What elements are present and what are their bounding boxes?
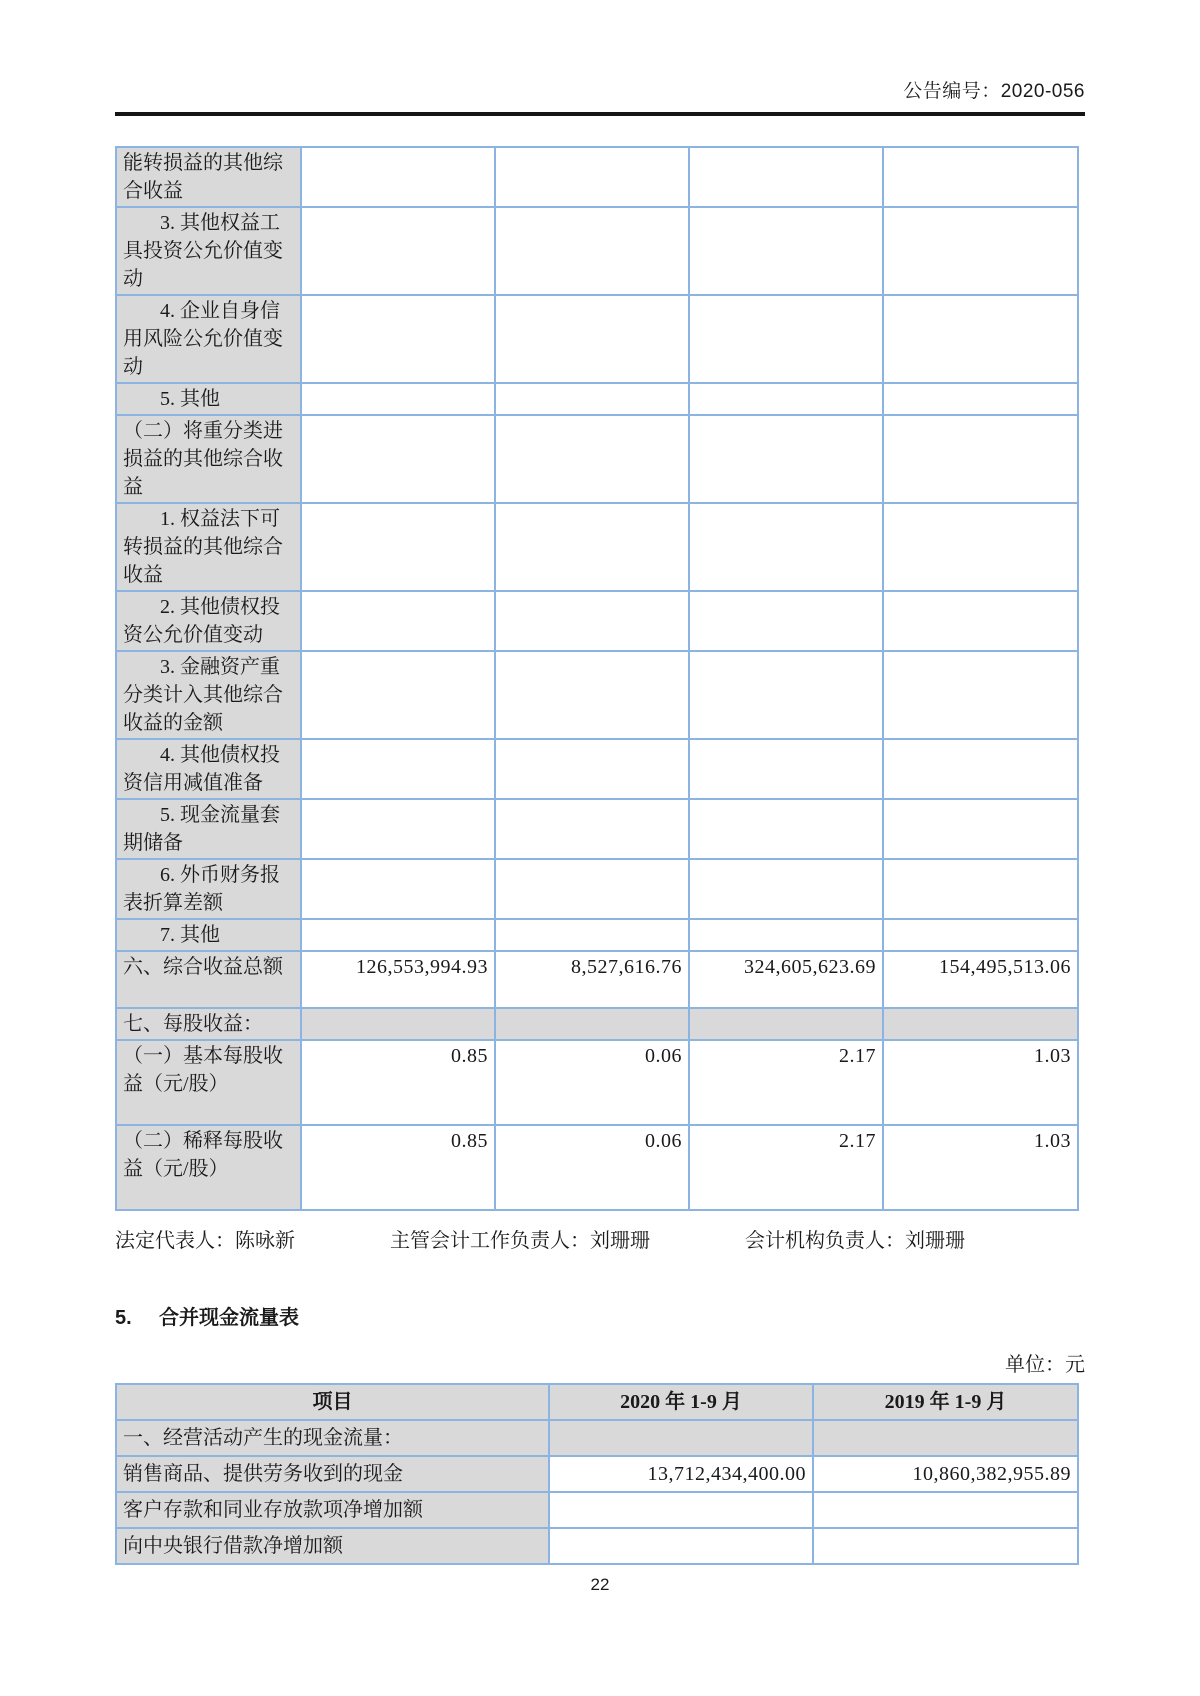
value-cell: [495, 147, 689, 207]
value-cell: [495, 591, 689, 651]
row-label-cell: 能转损益的其他综合收益: [116, 147, 301, 207]
value-cell: [689, 147, 883, 207]
row-label-cell: 5. 其他: [116, 383, 301, 415]
value-cell: [883, 147, 1078, 207]
value-cell: [301, 739, 495, 799]
value-cell: [883, 383, 1078, 415]
row-label-cell: 7. 其他: [116, 919, 301, 951]
value-cell: [549, 1528, 813, 1564]
unit-label: 单位：元: [1005, 1354, 1085, 1376]
value-cell: [495, 651, 689, 739]
value-cell: 8,527,616.76: [495, 951, 689, 1008]
comprehensive-income-table: [115, 146, 1079, 1211]
value-cell: [301, 1008, 495, 1040]
value-cell: [689, 207, 883, 295]
value-cell: [883, 919, 1078, 951]
page-number: 22: [590, 1575, 610, 1594]
value-cell: 126,553,994.93: [301, 951, 495, 1008]
value-cell: [301, 207, 495, 295]
value-cell: [495, 503, 689, 591]
value-cell: [813, 1420, 1078, 1456]
value-cell: [495, 859, 689, 919]
value-cell: [301, 383, 495, 415]
table-row: [116, 591, 1078, 651]
table-row: [116, 1456, 1078, 1492]
column-header: 项目: [116, 1384, 549, 1420]
row-label-cell: 一、经营活动产生的现金流量：: [116, 1420, 549, 1456]
value-cell: 1.03: [883, 1040, 1078, 1125]
accounting-department-head: 会计机构负责人：刘珊珊: [745, 1230, 965, 1252]
table-row: [116, 799, 1078, 859]
row-label-cell: 3. 其他权益工具投资公允价值变动: [116, 207, 301, 295]
table-row: [116, 503, 1078, 591]
value-cell: 154,495,513.06: [883, 951, 1078, 1008]
row-label-cell: 销售商品、提供劳务收到的现金: [116, 1456, 549, 1492]
table-row: [116, 919, 1078, 951]
value-cell: [301, 147, 495, 207]
table-row: [116, 1492, 1078, 1528]
row-label-cell: 4. 企业自身信用风险公允价值变动: [116, 295, 301, 383]
table-row: [116, 207, 1078, 295]
value-cell: [883, 739, 1078, 799]
value-cell: [495, 739, 689, 799]
value-cell: 2.17: [689, 1040, 883, 1125]
row-label-cell: 4. 其他债权投资信用减值准备: [116, 739, 301, 799]
value-cell: [495, 207, 689, 295]
value-cell: [549, 1492, 813, 1528]
cashflow-table: [115, 1383, 1079, 1565]
value-cell: 0.85: [301, 1125, 495, 1210]
value-cell: [689, 591, 883, 651]
value-cell: [883, 1008, 1078, 1040]
value-cell: [689, 295, 883, 383]
cashflow-table-body: [116, 1420, 1078, 1564]
table-row: [116, 1040, 1078, 1125]
value-cell: [495, 799, 689, 859]
table-row: [116, 859, 1078, 919]
value-cell: [689, 651, 883, 739]
value-cell: [883, 799, 1078, 859]
legal-representative: 法定代表人：陈咏新: [115, 1230, 295, 1252]
value-cell: 1.03: [883, 1125, 1078, 1210]
section-title: 合并现金流量表: [159, 1307, 299, 1329]
table-row: [116, 1528, 1078, 1564]
chief-accounting-officer: 主管会计工作负责人：刘珊珊: [390, 1230, 650, 1252]
value-cell: [301, 919, 495, 951]
row-label-cell: 5. 现金流量套期储备: [116, 799, 301, 859]
row-label-cell: 1. 权益法下可转损益的其他综合收益: [116, 503, 301, 591]
value-cell: 0.06: [495, 1125, 689, 1210]
value-cell: 0.06: [495, 1040, 689, 1125]
value-cell: [883, 859, 1078, 919]
row-label-cell: （二）稀释每股收益（元/股）: [116, 1125, 301, 1210]
row-label-cell: 向中央银行借款净增加额: [116, 1528, 549, 1564]
signature-line: [115, 1224, 1085, 1253]
row-label-cell: 六、综合收益总额: [116, 951, 301, 1008]
value-cell: 0.85: [301, 1040, 495, 1125]
table-row: [116, 415, 1078, 503]
value-cell: [495, 415, 689, 503]
value-cell: [301, 651, 495, 739]
column-header: 2019 年 1-9 月: [813, 1384, 1078, 1420]
value-cell: [301, 859, 495, 919]
value-cell: [689, 799, 883, 859]
value-cell: [883, 207, 1078, 295]
value-cell: [549, 1420, 813, 1456]
table-row: [116, 739, 1078, 799]
row-label-cell: 6. 外币财务报表折算差额: [116, 859, 301, 919]
table-row: [116, 951, 1078, 1008]
column-header: 2020 年 1-9 月: [549, 1384, 813, 1420]
row-label-cell: 七、每股收益：: [116, 1008, 301, 1040]
value-cell: [301, 591, 495, 651]
value-cell: [813, 1528, 1078, 1564]
value-cell: [689, 383, 883, 415]
row-label-cell: 2. 其他债权投资公允价值变动: [116, 591, 301, 651]
table-row: [116, 147, 1078, 207]
value-cell: [301, 295, 495, 383]
value-cell: 2.17: [689, 1125, 883, 1210]
table-row: [116, 295, 1078, 383]
value-cell: [813, 1492, 1078, 1528]
table-row: [116, 383, 1078, 415]
value-cell: [495, 1008, 689, 1040]
value-cell: [883, 295, 1078, 383]
value-cell: [495, 383, 689, 415]
value-cell: [495, 919, 689, 951]
value-cell: 324,605,623.69: [689, 951, 883, 1008]
value-cell: [495, 295, 689, 383]
announcement-number: 公告编号：2020-056: [903, 81, 1085, 102]
row-label-cell: （二）将重分类进损益的其他综合收益: [116, 415, 301, 503]
value-cell: [689, 919, 883, 951]
table-row: [116, 1008, 1078, 1040]
table-row: [116, 1125, 1078, 1210]
value-cell: [689, 739, 883, 799]
value-cell: [883, 415, 1078, 503]
value-cell: [301, 415, 495, 503]
section-number: 5.: [115, 1307, 132, 1329]
value-cell: [689, 503, 883, 591]
value-cell: [301, 799, 495, 859]
table-header-row: [116, 1384, 1078, 1420]
comprehensive-income-table-body: [116, 147, 1078, 1210]
section-heading: [115, 1301, 1085, 1330]
value-cell: 13,712,434,400.00: [549, 1456, 813, 1492]
row-label-cell: 客户存款和同业存放款项净增加额: [116, 1492, 549, 1528]
header-rule: [115, 112, 1085, 116]
value-cell: [689, 415, 883, 503]
row-label-cell: （一）基本每股收益（元/股）: [116, 1040, 301, 1125]
value-cell: [301, 503, 495, 591]
value-cell: [689, 859, 883, 919]
row-label-cell: 3. 金融资产重分类计入其他综合收益的金额: [116, 651, 301, 739]
value-cell: [883, 591, 1078, 651]
value-cell: [883, 503, 1078, 591]
value-cell: 10,860,382,955.89: [813, 1456, 1078, 1492]
value-cell: [689, 1008, 883, 1040]
table-row: [116, 651, 1078, 739]
table-row: [116, 1420, 1078, 1456]
value-cell: [883, 651, 1078, 739]
